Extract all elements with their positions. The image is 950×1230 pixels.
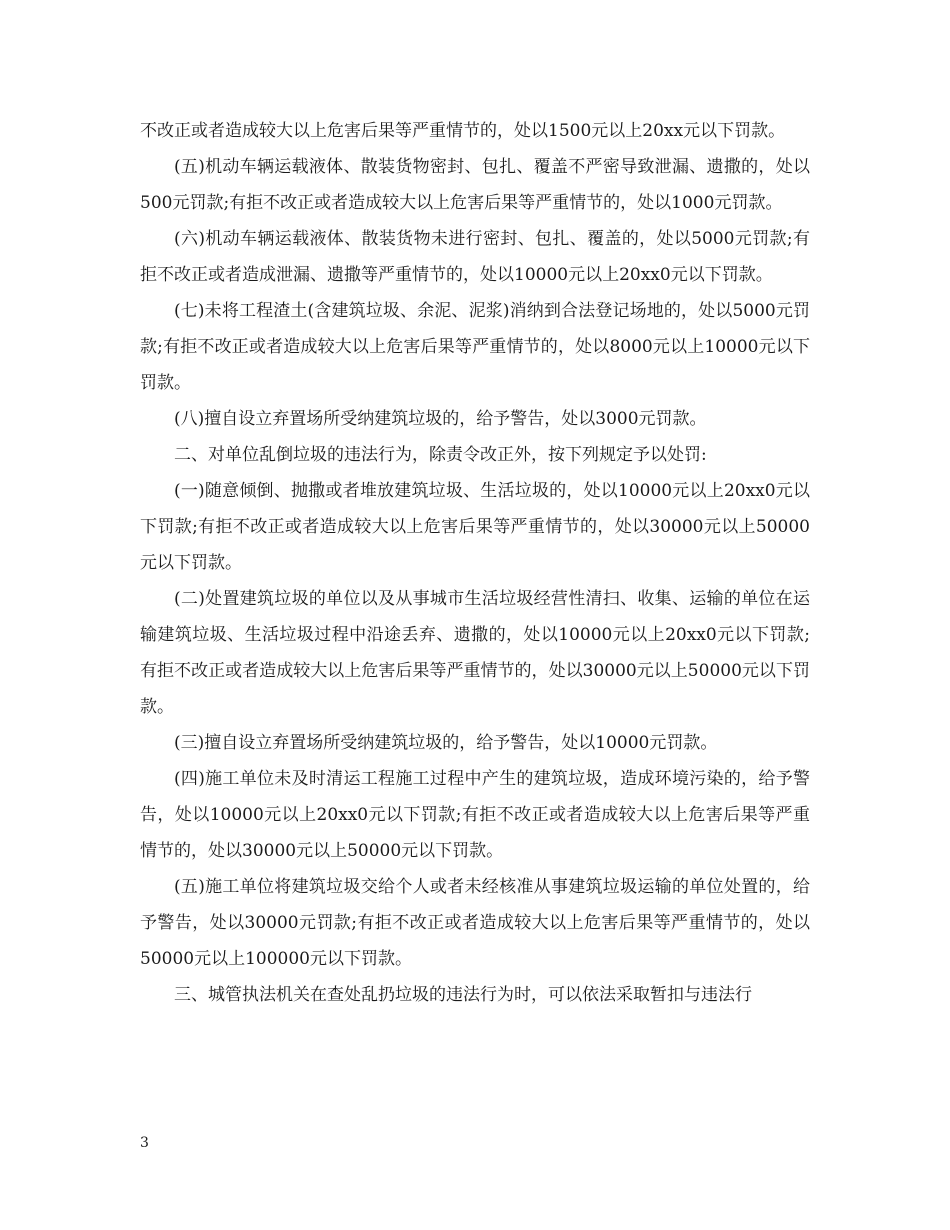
paragraph-continuation: 不改正或者造成较大以上危害后果等严重情节的，处以1500元以上20xx元以下罚款。 bbox=[140, 121, 786, 141]
paragraph-unit-item-2: (二)处置建筑垃圾的单位以及从事城市生活垃圾经营性清扫、收集、运输的单位在运输建筑垃圾、生活垃圾过程中沿途丢弃、遗撒的，处以10000元以上20xx0元以下罚款;有拒不改正或者造成较大以上危害后果等严重情节的，处以30000元以上50000元以下罚款。 bbox=[140, 589, 810, 717]
paragraph-unit-item-3: (三)擅自设立弃置场所受纳建筑垃圾的，给予警告，处以10000元罚款。 bbox=[174, 733, 718, 753]
paragraph-item-6-vehicle-unsealed: (六)机动车辆运载液体、散装货物未进行密封、包扎、覆盖的，处以5000元罚款;有拒不改正或者造成泄漏、遗撒等严重情节的，处以10000元以上20xx0元以下罚款。 bbox=[140, 229, 810, 285]
paragraph-unit-item-1: (一)随意倾倒、抛撒或者堆放建筑垃圾、生活垃圾的，处以10000元以上20xx0元以下罚款;有拒不改正或者造成较大以上危害后果等严重情节的，处以30000元以上50000元以下罚款。 bbox=[140, 481, 810, 573]
page-number: 3 bbox=[140, 1135, 149, 1151]
paragraph-item-7-construction-waste: (七)未将工程渣土(含建筑垃圾、余泥、泥浆)消纳到合法登记场地的，处以5000元罚款;有拒不改正或者造成较大以上危害后果等严重情节的，处以8000元以上10000元以下罚款。 bbox=[140, 301, 810, 393]
document-body bbox=[140, 113, 810, 1013]
paragraph-item-8-dump-site: (八)擅自设立弃置场所受纳建筑垃圾的，给予警告，处以3000元罚款。 bbox=[174, 409, 707, 429]
paragraph-item-5-vehicle-leak: (五)机动车辆运载液体、散装货物密封、包扎、覆盖不严密导致泄漏、遗撒的，处以500元罚款;有拒不改正或者造成较大以上危害后果等严重情节的，处以1000元罚款。 bbox=[140, 157, 810, 213]
section-heading-three: 三、城管执法机关在查处乱扔垃圾的违法行为时，可以依法采取暂扣与违法行 bbox=[174, 985, 752, 1005]
paragraph-unit-item-5: (五)施工单位将建筑垃圾交给个人或者未经核准从事建筑垃圾运输的单位处置的，给予警告，处以30000元罚款;有拒不改正或者造成较大以上危害后果等严重情节的，处以50000元以上100000元以下罚款。 bbox=[140, 877, 810, 969]
paragraph-unit-item-4: (四)施工单位未及时清运工程施工过程中产生的建筑垃圾，造成环境污染的，给予警告，处以10000元以上20xx0元以下罚款;有拒不改正或者造成较大以上危害后果等严重情节的，处以30000元以上50000元以下罚款。 bbox=[140, 769, 810, 861]
section-heading-two: 二、对单位乱倒垃圾的违法行为，除责令改正外，按下列规定予以处罚: bbox=[174, 445, 707, 465]
